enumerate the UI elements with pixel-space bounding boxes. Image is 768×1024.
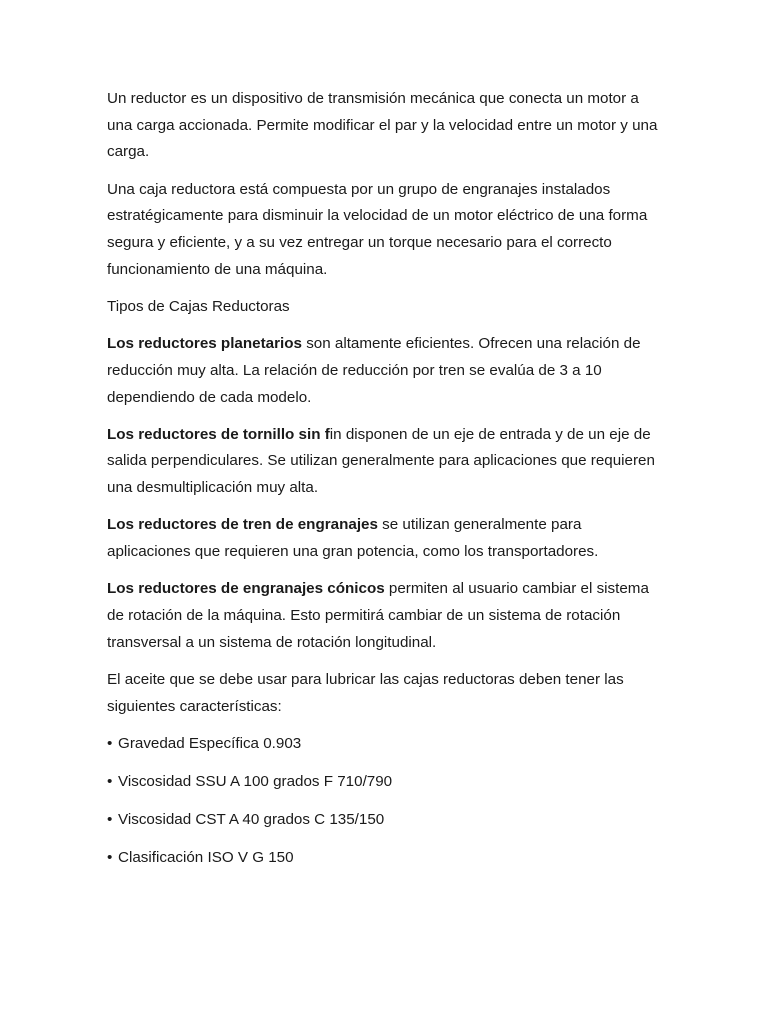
list-item [107,807,667,834]
type-description: son altamente eficientes. Ofrecen una relación de reducción muy alta. La relación de reducción por tren se evalúa de 3 a 10 dependiendo de cada modelo. [107,335,641,406]
type-term: Los reductores de engranajes cónicos [107,580,385,598]
intro-paragraph-1: Un reductor es un dispositivo de transmisión mecánica que conecta un motor a una carga accionada. Permite modificar el par y la velocidad entre un motor y una carga. [107,90,658,161]
list-item-text: Viscosidad CST A 40 grados C 135/150 [118,811,385,829]
type-term: Los reductores de tren de engranajes [107,516,378,534]
document-body [107,86,667,884]
intro-paragraph-2: Una caja reductora está compuesta por un grupo de engranajes instalados estratégicamente para disminuir la velocidad de un motor eléctrico de una forma segura y eficiente, y a su vez entregar un torque necesario para el correcto funcionamiento de una máquina. [107,180,648,278]
list-item [107,731,667,758]
list-item-text: Clasificación ISO V G 150 [118,849,294,867]
list-item [107,845,667,872]
bullet-icon: • [107,734,113,752]
type-description: permiten al usuario cambiar el sistema de rotación de la máquina. Esto permitirá cambiar de un sistema de rotación transversal a un sistema de rotación longitudinal. [107,580,649,651]
oil-intro-paragraph: El aceite que se debe usar para lubricar las cajas reductoras deben tener las siguientes características: [107,670,624,715]
type-term: Los reductores planetarios [107,335,302,353]
type-description: in disponen de un eje de entrada y de un eje de salida perpendiculares. Se utilizan generalmente para aplicaciones que requieren una desmultiplicación muy alta. [107,425,655,497]
list-item [107,769,667,796]
section-heading: Tipos de Cajas Reductoras [107,297,290,315]
type-paragraph-bevel [107,576,667,656]
bullet-icon: • [107,849,113,867]
list-item-text: Viscosidad SSU A 100 grados F 710/790 [118,772,393,790]
type-paragraph-worm [107,422,667,502]
type-paragraph-planetary [107,331,667,411]
list-item-text: Gravedad Específica 0.903 [118,734,302,752]
oil-spec-list [107,731,667,872]
bullet-icon: • [107,772,113,790]
bullet-icon: • [107,811,113,829]
type-description: se utilizan generalmente para aplicaciones que requieren una gran potencia, como los transportadores. [107,516,599,561]
type-paragraph-gear-train [107,512,667,565]
type-term: Los reductores de tornillo sin f [107,425,330,443]
